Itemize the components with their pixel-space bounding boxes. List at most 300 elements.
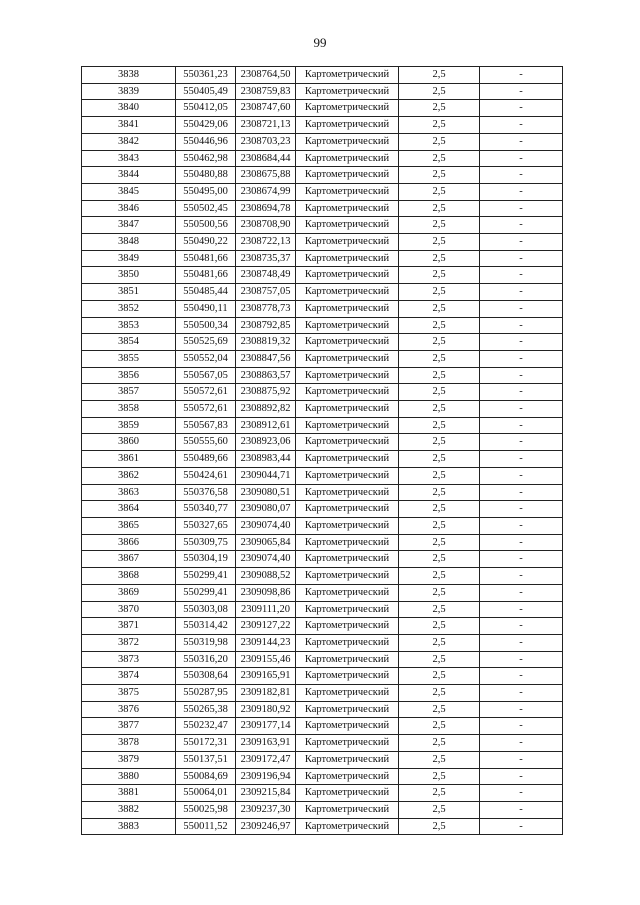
point-number-cell: 3851 [82, 284, 176, 301]
note-cell: - [480, 401, 563, 418]
error-cell: 2,5 [399, 768, 480, 785]
table-row [82, 484, 563, 501]
error-cell: 2,5 [399, 434, 480, 451]
note-cell: - [480, 768, 563, 785]
point-number-cell: 3866 [82, 534, 176, 551]
error-cell: 2,5 [399, 234, 480, 251]
method-cell: Картометрический [296, 367, 399, 384]
table-row [82, 618, 563, 635]
error-cell: 2,5 [399, 651, 480, 668]
table-row [82, 651, 563, 668]
note-cell: - [480, 568, 563, 585]
note-cell: - [480, 350, 563, 367]
table-row [82, 785, 563, 802]
error-cell: 2,5 [399, 83, 480, 100]
point-number-cell: 3864 [82, 501, 176, 518]
error-cell: 2,5 [399, 200, 480, 217]
x-coordinate-cell: 550500,34 [176, 317, 236, 334]
table-row [82, 668, 563, 685]
y-coordinate-cell: 2309246,97 [236, 818, 296, 835]
error-cell: 2,5 [399, 551, 480, 568]
y-coordinate-cell: 2308983,44 [236, 451, 296, 468]
y-coordinate-cell: 2308892,82 [236, 401, 296, 418]
method-cell: Картометрический [296, 618, 399, 635]
x-coordinate-cell: 550495,00 [176, 183, 236, 200]
method-cell: Картометрический [296, 735, 399, 752]
error-cell: 2,5 [399, 668, 480, 685]
x-coordinate-cell: 550500,56 [176, 217, 236, 234]
note-cell: - [480, 751, 563, 768]
x-coordinate-cell: 550303,08 [176, 601, 236, 618]
note-cell: - [480, 467, 563, 484]
note-cell: - [480, 601, 563, 618]
x-coordinate-cell: 550084,69 [176, 768, 236, 785]
x-coordinate-cell: 550446,96 [176, 133, 236, 150]
y-coordinate-cell: 2309165,91 [236, 668, 296, 685]
table-row [82, 818, 563, 835]
x-coordinate-cell: 550481,66 [176, 250, 236, 267]
error-cell: 2,5 [399, 317, 480, 334]
method-cell: Картометрический [296, 818, 399, 835]
table-row [82, 701, 563, 718]
y-coordinate-cell: 2308722,13 [236, 234, 296, 251]
error-cell: 2,5 [399, 701, 480, 718]
error-cell: 2,5 [399, 267, 480, 284]
table-row [82, 735, 563, 752]
x-coordinate-cell: 550011,52 [176, 818, 236, 835]
table-row [82, 768, 563, 785]
method-cell: Картометрический [296, 250, 399, 267]
note-cell: - [480, 501, 563, 518]
point-number-cell: 3852 [82, 300, 176, 317]
point-number-cell: 3860 [82, 434, 176, 451]
method-cell: Картометрический [296, 183, 399, 200]
y-coordinate-cell: 2309111,20 [236, 601, 296, 618]
point-number-cell: 3850 [82, 267, 176, 284]
method-cell: Картометрический [296, 668, 399, 685]
error-cell: 2,5 [399, 367, 480, 384]
y-coordinate-cell: 2309044,71 [236, 467, 296, 484]
method-cell: Картометрический [296, 534, 399, 551]
note-cell: - [480, 250, 563, 267]
table-row [82, 551, 563, 568]
method-cell: Картометрический [296, 284, 399, 301]
y-coordinate-cell: 2308759,83 [236, 83, 296, 100]
method-cell: Картометрический [296, 100, 399, 117]
y-coordinate-cell: 2309215,84 [236, 785, 296, 802]
note-cell: - [480, 451, 563, 468]
table-row [82, 417, 563, 434]
point-number-cell: 3880 [82, 768, 176, 785]
x-coordinate-cell: 550025,98 [176, 801, 236, 818]
error-cell: 2,5 [399, 300, 480, 317]
x-coordinate-cell: 550299,41 [176, 584, 236, 601]
table-row [82, 401, 563, 418]
method-cell: Картометрический [296, 751, 399, 768]
table-row [82, 568, 563, 585]
point-number-cell: 3879 [82, 751, 176, 768]
method-cell: Картометрический [296, 217, 399, 234]
y-coordinate-cell: 2309163,91 [236, 735, 296, 752]
point-number-cell: 3839 [82, 83, 176, 100]
error-cell: 2,5 [399, 150, 480, 167]
method-cell: Картометрический [296, 467, 399, 484]
table-row [82, 634, 563, 651]
coordinates-table-body [82, 67, 563, 835]
x-coordinate-cell: 550572,61 [176, 384, 236, 401]
method-cell: Картометрический [296, 234, 399, 251]
table-row [82, 534, 563, 551]
x-coordinate-cell: 550319,98 [176, 634, 236, 651]
note-cell: - [480, 217, 563, 234]
y-coordinate-cell: 2309074,40 [236, 517, 296, 534]
table-row [82, 601, 563, 618]
method-cell: Картометрический [296, 200, 399, 217]
note-cell: - [480, 668, 563, 685]
method-cell: Картометрический [296, 551, 399, 568]
note-cell: - [480, 434, 563, 451]
note-cell: - [480, 384, 563, 401]
table-row [82, 217, 563, 234]
note-cell: - [480, 150, 563, 167]
x-coordinate-cell: 550304,19 [176, 551, 236, 568]
page-number: 99 [313, 35, 327, 50]
x-coordinate-cell: 550481,66 [176, 267, 236, 284]
x-coordinate-cell: 550490,22 [176, 234, 236, 251]
method-cell: Картометрический [296, 568, 399, 585]
error-cell: 2,5 [399, 467, 480, 484]
method-cell: Картометрический [296, 401, 399, 418]
point-number-cell: 3847 [82, 217, 176, 234]
table-row [82, 183, 563, 200]
note-cell: - [480, 484, 563, 501]
y-coordinate-cell: 2309180,92 [236, 701, 296, 718]
note-cell: - [480, 701, 563, 718]
point-number-cell: 3859 [82, 417, 176, 434]
error-cell: 2,5 [399, 534, 480, 551]
point-number-cell: 3870 [82, 601, 176, 618]
y-coordinate-cell: 2308708,90 [236, 217, 296, 234]
point-number-cell: 3865 [82, 517, 176, 534]
x-coordinate-cell: 550361,23 [176, 67, 236, 84]
table-row [82, 501, 563, 518]
note-cell: - [480, 117, 563, 134]
note-cell: - [480, 284, 563, 301]
note-cell: - [480, 83, 563, 100]
error-cell: 2,5 [399, 117, 480, 134]
error-cell: 2,5 [399, 417, 480, 434]
y-coordinate-cell: 2308923,06 [236, 434, 296, 451]
table-row [82, 334, 563, 351]
point-number-cell: 3881 [82, 785, 176, 802]
method-cell: Картометрический [296, 133, 399, 150]
x-coordinate-cell: 550567,05 [176, 367, 236, 384]
x-coordinate-cell: 550572,61 [176, 401, 236, 418]
error-cell: 2,5 [399, 484, 480, 501]
y-coordinate-cell: 2309098,86 [236, 584, 296, 601]
error-cell: 2,5 [399, 284, 480, 301]
note-cell: - [480, 517, 563, 534]
table-row [82, 751, 563, 768]
y-coordinate-cell: 2308694,78 [236, 200, 296, 217]
y-coordinate-cell: 2308863,57 [236, 367, 296, 384]
method-cell: Картометрический [296, 517, 399, 534]
note-cell: - [480, 735, 563, 752]
method-cell: Картометрический [296, 117, 399, 134]
x-coordinate-cell: 550525,69 [176, 334, 236, 351]
method-cell: Картометрический [296, 417, 399, 434]
x-coordinate-cell: 550172,31 [176, 735, 236, 752]
x-coordinate-cell: 550412,05 [176, 100, 236, 117]
point-number-cell: 3871 [82, 618, 176, 635]
point-number-cell: 3838 [82, 67, 176, 84]
y-coordinate-cell: 2309074,40 [236, 551, 296, 568]
x-coordinate-cell: 550405,49 [176, 83, 236, 100]
point-number-cell: 3856 [82, 367, 176, 384]
note-cell: - [480, 133, 563, 150]
y-coordinate-cell: 2309182,81 [236, 685, 296, 702]
error-cell: 2,5 [399, 250, 480, 267]
note-cell: - [480, 818, 563, 835]
table-row [82, 200, 563, 217]
table-row [82, 451, 563, 468]
y-coordinate-cell: 2308764,50 [236, 67, 296, 84]
error-cell: 2,5 [399, 584, 480, 601]
error-cell: 2,5 [399, 67, 480, 84]
point-number-cell: 3869 [82, 584, 176, 601]
note-cell: - [480, 584, 563, 601]
error-cell: 2,5 [399, 167, 480, 184]
note-cell: - [480, 801, 563, 818]
method-cell: Картометрический [296, 67, 399, 84]
y-coordinate-cell: 2309080,07 [236, 501, 296, 518]
y-coordinate-cell: 2309088,52 [236, 568, 296, 585]
y-coordinate-cell: 2308684,44 [236, 150, 296, 167]
error-cell: 2,5 [399, 801, 480, 818]
x-coordinate-cell: 550265,38 [176, 701, 236, 718]
point-number-cell: 3873 [82, 651, 176, 668]
table-row [82, 150, 563, 167]
x-coordinate-cell: 550424,61 [176, 467, 236, 484]
error-cell: 2,5 [399, 718, 480, 735]
y-coordinate-cell: 2308747,60 [236, 100, 296, 117]
coordinates-table [81, 66, 563, 835]
method-cell: Картометрический [296, 701, 399, 718]
y-coordinate-cell: 2308792,85 [236, 317, 296, 334]
x-coordinate-cell: 550485,44 [176, 284, 236, 301]
note-cell: - [480, 718, 563, 735]
point-number-cell: 3846 [82, 200, 176, 217]
x-coordinate-cell: 550287,95 [176, 685, 236, 702]
point-number-cell: 3863 [82, 484, 176, 501]
point-number-cell: 3844 [82, 167, 176, 184]
table-row [82, 284, 563, 301]
note-cell: - [480, 634, 563, 651]
error-cell: 2,5 [399, 735, 480, 752]
table-row [82, 267, 563, 284]
method-cell: Картометрический [296, 584, 399, 601]
x-coordinate-cell: 550552,04 [176, 350, 236, 367]
table-row [82, 467, 563, 484]
point-number-cell: 3845 [82, 183, 176, 200]
note-cell: - [480, 334, 563, 351]
point-number-cell: 3883 [82, 818, 176, 835]
error-cell: 2,5 [399, 751, 480, 768]
error-cell: 2,5 [399, 601, 480, 618]
table-row [82, 584, 563, 601]
note-cell: - [480, 317, 563, 334]
y-coordinate-cell: 2309127,22 [236, 618, 296, 635]
y-coordinate-cell: 2308847,56 [236, 350, 296, 367]
y-coordinate-cell: 2308757,05 [236, 284, 296, 301]
note-cell: - [480, 534, 563, 551]
note-cell: - [480, 300, 563, 317]
note-cell: - [480, 417, 563, 434]
table-row [82, 83, 563, 100]
error-cell: 2,5 [399, 100, 480, 117]
error-cell: 2,5 [399, 501, 480, 518]
table-row [82, 434, 563, 451]
note-cell: - [480, 67, 563, 84]
point-number-cell: 3840 [82, 100, 176, 117]
table-row [82, 801, 563, 818]
table-row [82, 718, 563, 735]
point-number-cell: 3868 [82, 568, 176, 585]
table-row [82, 167, 563, 184]
table-row [82, 133, 563, 150]
point-number-cell: 3841 [82, 117, 176, 134]
method-cell: Картометрический [296, 300, 399, 317]
y-coordinate-cell: 2308721,13 [236, 117, 296, 134]
x-coordinate-cell: 550490,11 [176, 300, 236, 317]
method-cell: Картометрический [296, 150, 399, 167]
x-coordinate-cell: 550064,01 [176, 785, 236, 802]
error-cell: 2,5 [399, 334, 480, 351]
error-cell: 2,5 [399, 451, 480, 468]
point-number-cell: 3858 [82, 401, 176, 418]
x-coordinate-cell: 550489,66 [176, 451, 236, 468]
note-cell: - [480, 651, 563, 668]
point-number-cell: 3857 [82, 384, 176, 401]
x-coordinate-cell: 550232,47 [176, 718, 236, 735]
x-coordinate-cell: 550314,42 [176, 618, 236, 635]
error-cell: 2,5 [399, 685, 480, 702]
x-coordinate-cell: 550567,83 [176, 417, 236, 434]
x-coordinate-cell: 550340,77 [176, 501, 236, 518]
point-number-cell: 3853 [82, 317, 176, 334]
error-cell: 2,5 [399, 517, 480, 534]
y-coordinate-cell: 2309144,23 [236, 634, 296, 651]
error-cell: 2,5 [399, 133, 480, 150]
y-coordinate-cell: 2308674,99 [236, 183, 296, 200]
y-coordinate-cell: 2308675,88 [236, 167, 296, 184]
point-number-cell: 3862 [82, 467, 176, 484]
method-cell: Картометрический [296, 718, 399, 735]
point-number-cell: 3878 [82, 735, 176, 752]
note-cell: - [480, 551, 563, 568]
point-number-cell: 3877 [82, 718, 176, 735]
method-cell: Картометрический [296, 601, 399, 618]
y-coordinate-cell: 2308748,49 [236, 267, 296, 284]
point-number-cell: 3867 [82, 551, 176, 568]
note-cell: - [480, 267, 563, 284]
error-cell: 2,5 [399, 217, 480, 234]
method-cell: Картометрический [296, 167, 399, 184]
method-cell: Картометрический [296, 384, 399, 401]
table-row [82, 517, 563, 534]
note-cell: - [480, 183, 563, 200]
x-coordinate-cell: 550376,58 [176, 484, 236, 501]
method-cell: Картометрический [296, 350, 399, 367]
point-number-cell: 3854 [82, 334, 176, 351]
error-cell: 2,5 [399, 350, 480, 367]
table-row [82, 384, 563, 401]
table-row [82, 685, 563, 702]
error-cell: 2,5 [399, 785, 480, 802]
y-coordinate-cell: 2308875,92 [236, 384, 296, 401]
y-coordinate-cell: 2309237,30 [236, 801, 296, 818]
note-cell: - [480, 200, 563, 217]
table-row [82, 100, 563, 117]
note-cell: - [480, 785, 563, 802]
y-coordinate-cell: 2308735,37 [236, 250, 296, 267]
point-number-cell: 3876 [82, 701, 176, 718]
y-coordinate-cell: 2309080,51 [236, 484, 296, 501]
method-cell: Картометрический [296, 334, 399, 351]
method-cell: Картометрический [296, 317, 399, 334]
note-cell: - [480, 367, 563, 384]
table-row [82, 117, 563, 134]
method-cell: Картометрический [296, 451, 399, 468]
method-cell: Картометрический [296, 434, 399, 451]
error-cell: 2,5 [399, 618, 480, 635]
table-row [82, 367, 563, 384]
method-cell: Картометрический [296, 83, 399, 100]
x-coordinate-cell: 550137,51 [176, 751, 236, 768]
table-row [82, 317, 563, 334]
point-number-cell: 3875 [82, 685, 176, 702]
point-number-cell: 3842 [82, 133, 176, 150]
x-coordinate-cell: 550502,45 [176, 200, 236, 217]
method-cell: Картометрический [296, 484, 399, 501]
point-number-cell: 3861 [82, 451, 176, 468]
error-cell: 2,5 [399, 818, 480, 835]
point-number-cell: 3848 [82, 234, 176, 251]
method-cell: Картометрический [296, 634, 399, 651]
point-number-cell: 3849 [82, 250, 176, 267]
x-coordinate-cell: 550308,64 [176, 668, 236, 685]
y-coordinate-cell: 2308778,73 [236, 300, 296, 317]
x-coordinate-cell: 550429,06 [176, 117, 236, 134]
point-number-cell: 3872 [82, 634, 176, 651]
x-coordinate-cell: 550462,98 [176, 150, 236, 167]
y-coordinate-cell: 2308819,32 [236, 334, 296, 351]
point-number-cell: 3843 [82, 150, 176, 167]
error-cell: 2,5 [399, 634, 480, 651]
y-coordinate-cell: 2309196,94 [236, 768, 296, 785]
error-cell: 2,5 [399, 183, 480, 200]
x-coordinate-cell: 550480,88 [176, 167, 236, 184]
y-coordinate-cell: 2309177,14 [236, 718, 296, 735]
point-number-cell: 3855 [82, 350, 176, 367]
x-coordinate-cell: 550309,75 [176, 534, 236, 551]
method-cell: Картометрический [296, 785, 399, 802]
y-coordinate-cell: 2308703,23 [236, 133, 296, 150]
point-number-cell: 3874 [82, 668, 176, 685]
error-cell: 2,5 [399, 401, 480, 418]
table-row [82, 300, 563, 317]
x-coordinate-cell: 550316,20 [176, 651, 236, 668]
